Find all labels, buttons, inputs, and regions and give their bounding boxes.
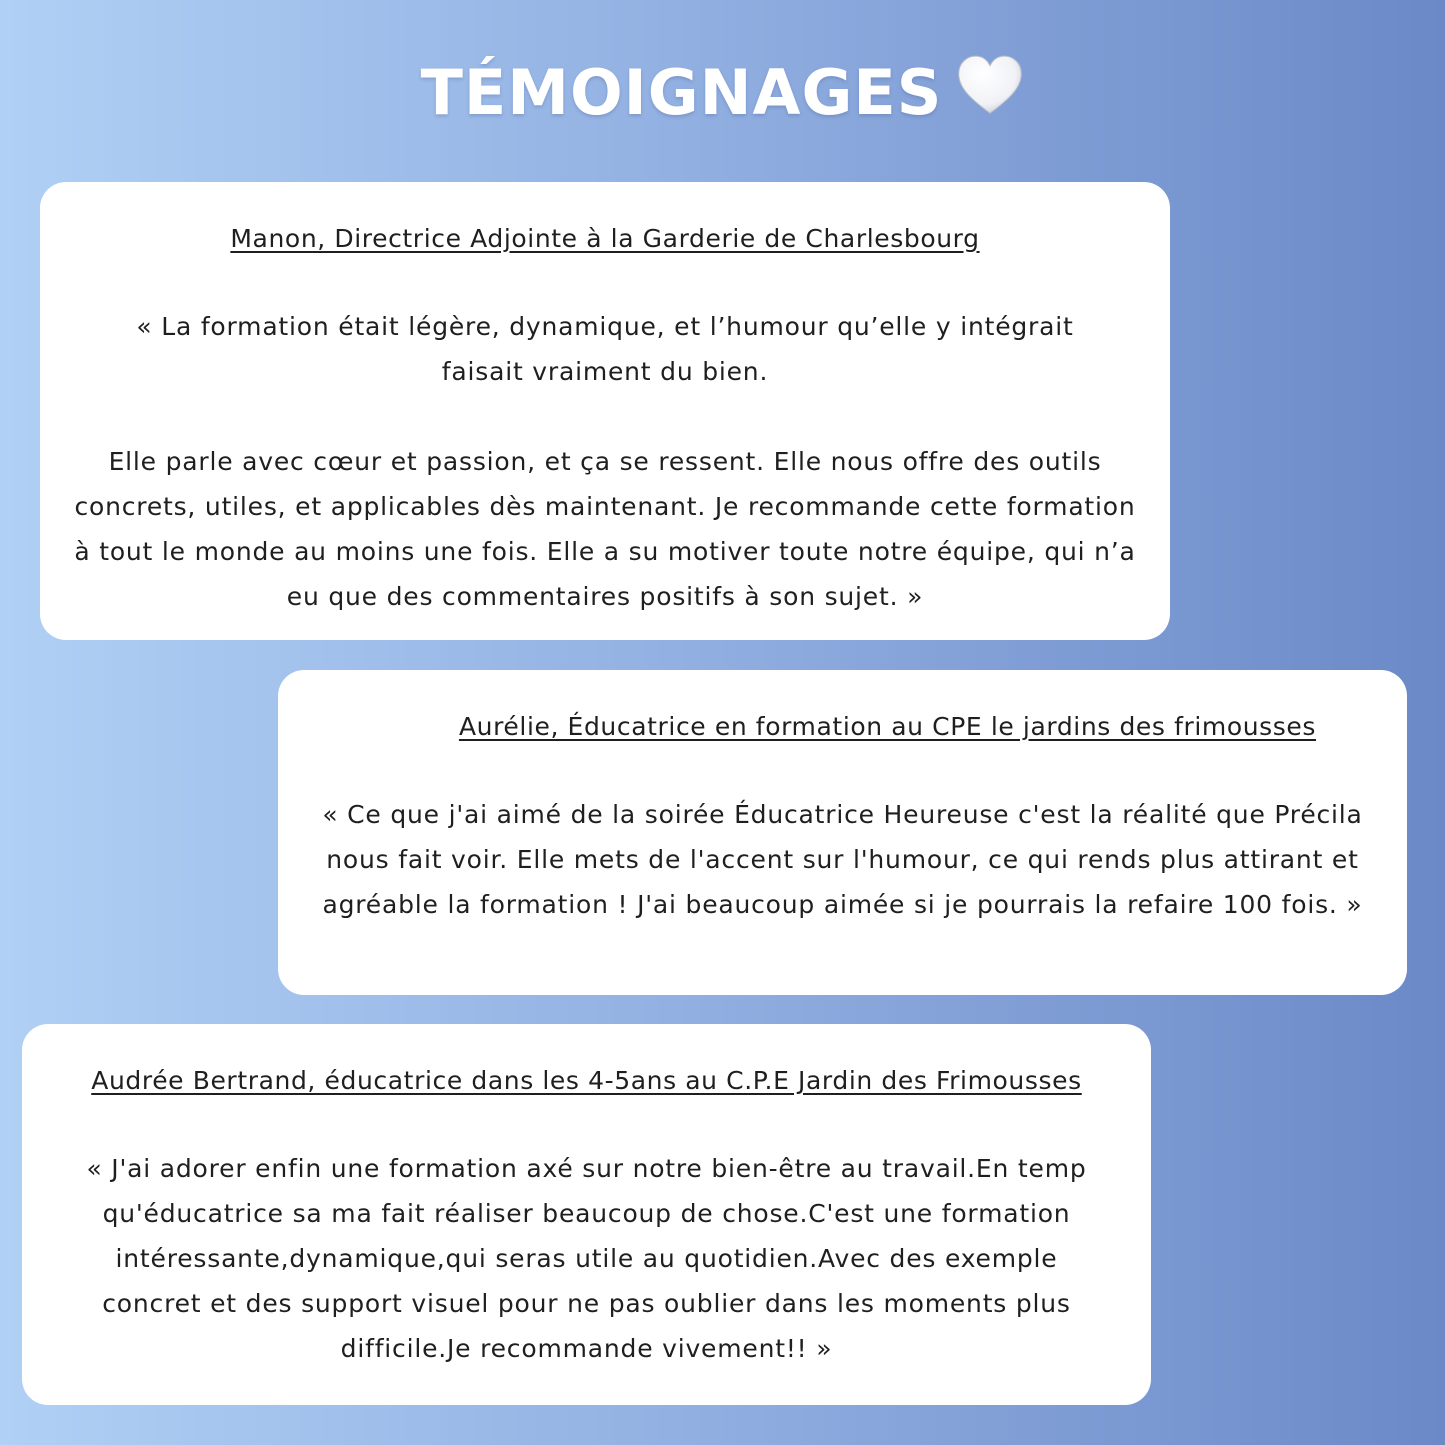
white-heart-icon [956, 52, 1024, 120]
testimonial-card-audree [22, 1024, 1151, 1405]
testimonial-author: Manon, Directrice Adjointe à la Garderie de Charlesbourg [230, 224, 980, 253]
testimonial-card-manon [40, 182, 1170, 640]
page-title [0, 52, 1445, 133]
testimonial-quote: Elle parle avec cœur et passion, et ça se ressent. Elle nous offre des outils concrets, utiles, et applicables dès maintenant. Je recommande cette formation à tout le monde au moins une fois. Elle a su motiver toute notre équipe, qui n’a eu que des commentaires positifs à son sujet. » [74, 447, 1136, 611]
testimonial-card-aurelie [278, 670, 1407, 995]
testimonial-quote: « La formation était légère, dynamique, et l’humour qu’elle y intégrait faisait vraiment du bien. [136, 312, 1074, 386]
testimonial-quote: « Ce que j'ai aimé de la soirée Éducatrice Heureuse c'est la réalité que Précila nous fait voir. Elle mets de l'accent sur l'humour, ce qui rends plus attirant et agréable la formation ! J'ai beaucoup aimée si je pourrais la refaire 100 fois. » [322, 800, 1363, 919]
page-title-text: TÉMOIGNAGES [420, 56, 943, 129]
testimonial-author: Audrée Bertrand, éducatrice dans les 4-5ans au C.P.E Jardin des Frimousses [91, 1066, 1082, 1095]
testimonial-quote: « J'ai adorer enfin une formation axé sur notre bien-être au travail.En temp qu'éducatrice sa ma fait réaliser beaucoup de chose.C'est une formation intéressante,dynamique,qui seras utile au quotidien.Avec des exemple concret et des support visuel pour ne pas oublier dans les moments plus difficile.Je recommande vivement!! » [86, 1154, 1087, 1363]
testimonial-author: Aurélie, Éducatrice en formation au CPE le jardins des frimousses [458, 712, 1317, 741]
